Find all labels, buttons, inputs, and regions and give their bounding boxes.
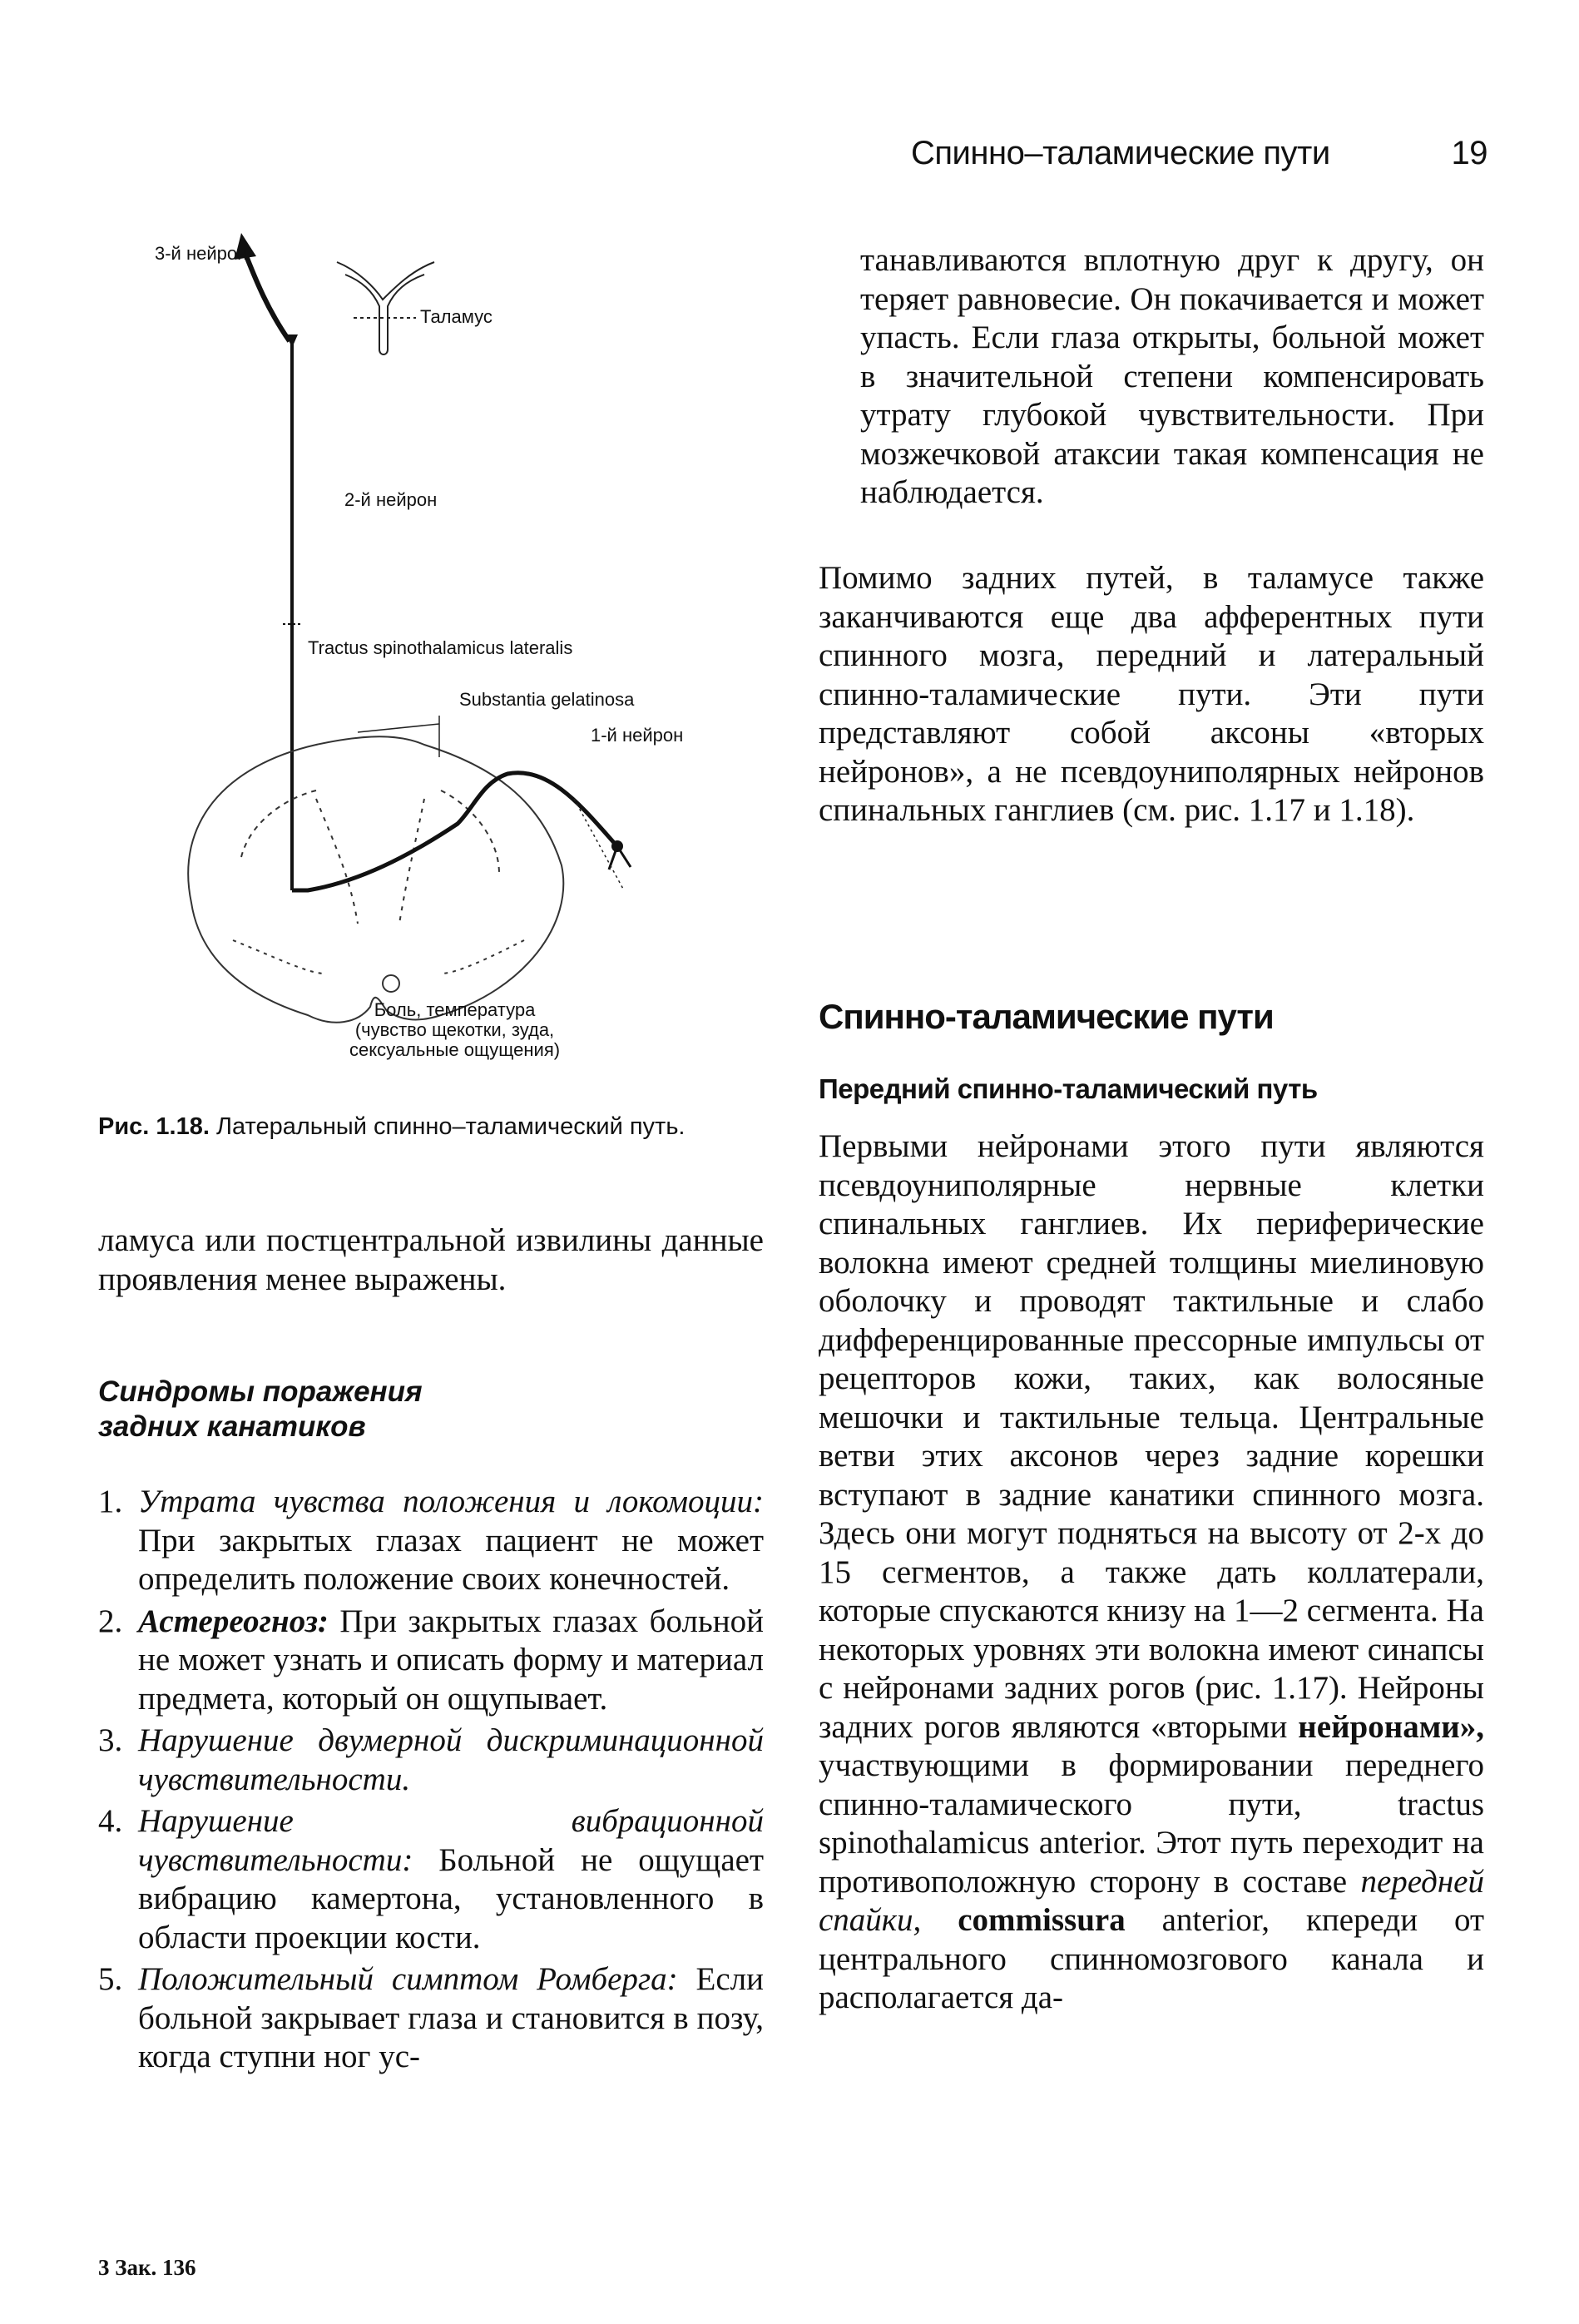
figure-caption [98,1113,764,1141]
neuron3-path [245,254,290,341]
label-neuron1: 1-й нейрон [591,725,684,746]
list-item: 2. Астереогноз: При закрытых глазах больной не может узнать и описать форму и материал предмета, который он ощупывает. [98,1603,764,1717]
neuron1-fibre [292,773,616,890]
list-item: 3. Нарушение двумерной дискриминационной чувствительности. [98,1722,764,1797]
right-continuation: танавливаются вплотную друг к другу, он теряет равновесие. Он покачивается и может упасть. Если глаза открыты, больной может в значительной степени компенсировать утрату глубокой чувствительности. При мозжечковой атаксии такая компенсация не наблюдается. [860,242,1484,510]
list-item: 5. Положительный симптом Ромберга: Если больной закрывает глаза и становится в позу, когда ступни ног ус- [98,1961,764,2074]
section-title: Спинно-таламические пути [819,997,1274,1036]
list-item: 4. Нарушение вибрационной чувствительности: Больной не ощущает вибрацию камертона, установленного в области проекции кости. [98,1803,764,1955]
label-tract: Tractus spinothalamicus lateralis [308,637,573,658]
symptom-list [98,1483,764,2077]
symptom-list-wrapper [98,1483,764,2080]
left-heading: Синдромы поражения задних канатиков [98,1375,423,1443]
right-body: Первыми нейронами этого пути являются псевдоуниполярные нервные клетки спинальных ганглиев. Их периферические волокна имеют средней толщины миелиновую оболочку и проводят тактильные и слабо дифференцированные прессорные импульсы от рецепторов кожи, таких, как волосяные мешочки и тактильные тельца. Центральные ветви этих аксонов через задние корешки вступают в задние канатики спинного мозга. Здесь они могут подняться на высоту от 2-х до 15 сегментов, а также дать коллатерали, которые спускаются книзу на 1—2 сегмента. На некоторых уровнях эти волокна имеют синапсы с нейронами задних рогов (рис. 1.17). Нейроны задних рогов являются «вторыми нейронами», участвующими в формировании переднего спинно-таламического пути, tractus spinothalamicus anterior. Этот путь переходит на противоположную сторону в составе передней спайки, commissura anterior, кпереди от центрального спинномозгового канала и располагается да- [819,1128,1485,2015]
label-thalamus: Таламус [420,306,493,327]
caption-text: Латеральный спинно–таламический путь. [215,1113,686,1140]
caption-label: Рис. 1.18. [98,1113,210,1140]
footer-print-mark: 3 Зак. 136 [98,2255,196,2280]
running-title: Спинно–таламические пути [911,135,1330,171]
page-number: 19 [1451,135,1487,171]
figure-lateral-spinothalamic [108,225,799,1060]
right-para2: Помимо задних путей, в таламусе также заканчиваются еще два афферентных пути спинного мозга, передний и латеральный спинно-таламические пути. Эти пути представляют собой аксоны «вторых нейронов», а не псевдоуниполярных нейронов спинальных ганглиев (см. рис. 1.17 и 1.18). [819,560,1484,828]
left-continuation: ламуса или постцентральной извилины данные проявления менее выражены. [98,1222,764,1297]
label-neuron2: 2-й нейрон [344,489,438,510]
label-neuron3: 3-й нейрон [155,243,248,264]
spinal-cord-section [188,736,563,1022]
label-stimulus: Боль, температура (чувство щекотки, зуда, сексуальные ощущения) [349,999,561,1060]
list-item: 1. Утрата чувства положения и локомоции: При закрытых глазах пациент не может определить положение своих конечностей. [98,1484,764,1597]
subsection-title: Передний спинно-таламический путь [819,1073,1318,1104]
label-substantia: Substantia gelatinosa [459,689,635,710]
